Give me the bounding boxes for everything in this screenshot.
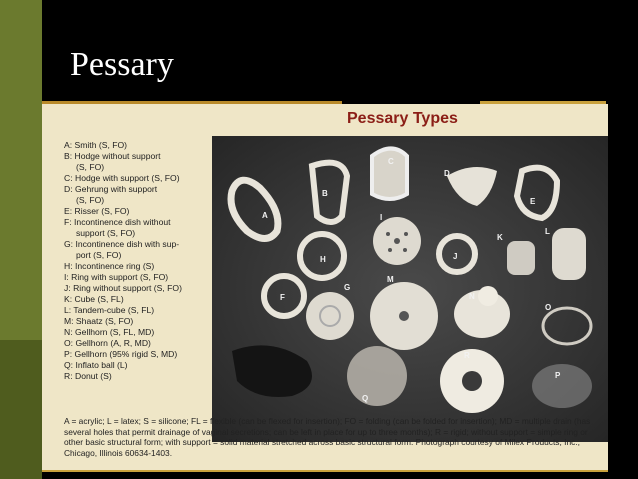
legend-item: C: Hodge with support (S, FO) bbox=[64, 173, 180, 183]
figure-caption: A = acrylic; L = latex; S = silicone; FL = flexible (can be flexed for insertion); FO = folding (can be folded for insertion); MD = multiple drain (has several holes that permit drainage of vaginal secretions; can be left in place for up to three months); R = rigid; without support = simple ring or other basic structural form; with support = solid material stretched across basic structural form. Photograph courtesy of Milex Products, Inc., Chicago, Illinois 60634-1403. bbox=[64, 416, 591, 458]
label-a: A bbox=[262, 211, 268, 220]
bottom-rule bbox=[42, 470, 608, 472]
legend-item: J: Ring without support (S, FO) bbox=[64, 283, 182, 293]
legend-item: H: Incontinence ring (S) bbox=[64, 261, 155, 271]
slide-title: Pessary bbox=[70, 46, 174, 83]
legend-item: Q: Inflato ball (L) bbox=[64, 360, 128, 370]
label-f: F bbox=[280, 293, 285, 302]
left-accent-bar bbox=[0, 0, 42, 479]
legend-item: D: Gehrung with support (S, FO) bbox=[64, 184, 158, 205]
legend-item: O: Gellhorn (A, R, MD) bbox=[64, 338, 151, 348]
legend-item: K: Cube (S, FL) bbox=[64, 294, 124, 304]
legend-item: M: Shaatz (S, FO) bbox=[64, 316, 134, 326]
pessary-figure bbox=[42, 104, 608, 470]
pessary-shape bbox=[532, 364, 592, 408]
legend-item: B: Hodge without support (S, FO) bbox=[64, 151, 161, 172]
left-accent-notch bbox=[0, 340, 42, 479]
label-b: B bbox=[322, 189, 328, 198]
pessary-shape bbox=[306, 292, 354, 340]
figure-title: Pessary Types bbox=[347, 110, 458, 127]
label-l: L bbox=[545, 227, 550, 236]
pessary-shape bbox=[552, 228, 586, 280]
label-p: P bbox=[555, 371, 561, 380]
label-c: C bbox=[388, 157, 394, 166]
label-o: O bbox=[545, 303, 552, 312]
pessary-illustration bbox=[212, 136, 608, 442]
legend-item: A: Smith (S, FO) bbox=[64, 140, 128, 150]
label-e: E bbox=[530, 197, 536, 206]
pessary-photo bbox=[212, 136, 608, 442]
label-k: K bbox=[497, 233, 503, 242]
pessary-shape bbox=[347, 346, 407, 406]
legend-item: N: Gellhorn (S, FL, MD) bbox=[64, 327, 155, 337]
legend-item: L: Tandem-cube (S, FL) bbox=[64, 305, 155, 315]
label-q: Q bbox=[362, 394, 369, 403]
label-i: I bbox=[380, 213, 383, 222]
legend-item: F: Incontinence dish without support (S, FO) bbox=[64, 217, 171, 238]
label-n: N bbox=[469, 292, 475, 301]
label-j: J bbox=[453, 252, 458, 261]
legend-item: R: Donut (S) bbox=[64, 371, 112, 381]
label-r: R bbox=[464, 351, 470, 360]
legend-item: G: Incontinence dish with sup- port (S, FO) bbox=[64, 239, 180, 260]
label-h: H bbox=[320, 255, 326, 264]
label-g: G bbox=[344, 283, 351, 292]
label-m: M bbox=[387, 275, 394, 284]
pessary-shape bbox=[507, 241, 535, 275]
legend-item: P: Gellhorn (95% rigid S, MD) bbox=[64, 349, 178, 359]
legend-item: E: Risser (S, FO) bbox=[64, 206, 130, 216]
label-d: D bbox=[444, 169, 450, 178]
legend-item: I: Ring with support (S, FO) bbox=[64, 272, 169, 282]
